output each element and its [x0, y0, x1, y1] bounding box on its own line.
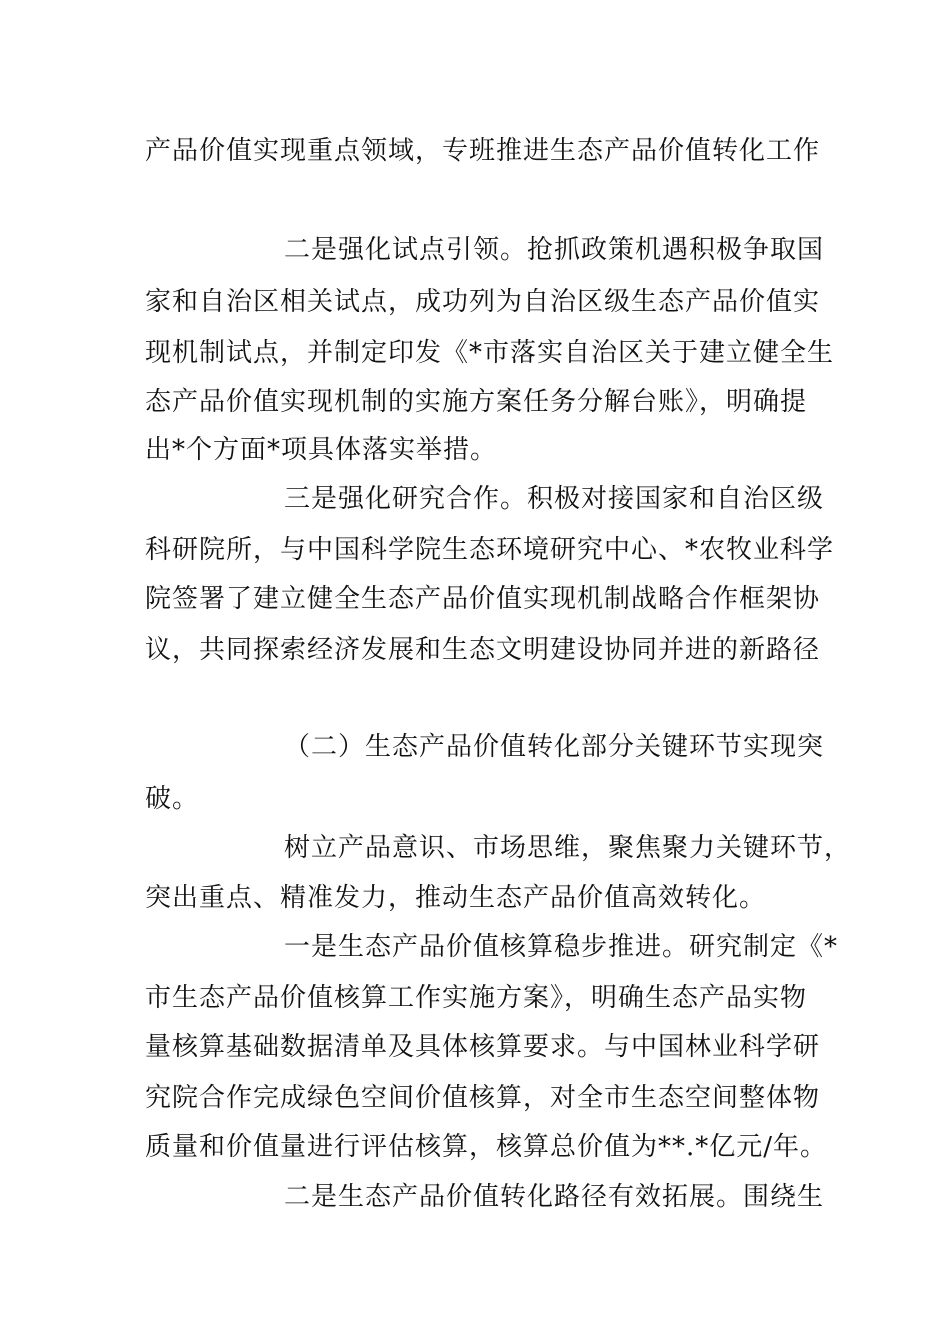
- text-line: 现机制试点，并制定印发《*市落实自治区关于建立健全生: [145, 338, 835, 368]
- text-line: 量核算基础数据清单及具体核算要求。与中国林业科学研: [145, 1032, 821, 1062]
- paragraph-heading-line: 一是生态产品价值核算稳步推进。研究制定《*: [284, 932, 839, 962]
- text-line: 市生态产品价值核算工作实施方案》，明确生态产品实物: [145, 983, 808, 1013]
- paragraph-heading-line: 二是强化试点引领。抢抓政策机遇积极争取国: [284, 235, 825, 265]
- text-line: 突出重点、精准发力，推动生态产品价值高效转化。: [145, 883, 767, 913]
- text-line: 院签署了建立健全生态产品价值实现机制战略合作框架协: [145, 584, 821, 614]
- text-line: 议，共同探索经济发展和生态文明建设协同并进的新路径: [145, 635, 821, 665]
- paragraph-heading-line: 三是强化研究合作。积极对接国家和自治区级: [284, 484, 825, 514]
- text-line: 产品价值实现重点领域，专班推进生态产品价值转化工作: [145, 136, 821, 166]
- paragraph-heading-line: 二是生态产品价值转化路径有效拓展。围绕生: [284, 1182, 825, 1212]
- paragraph-start-line: 树立产品意识、市场思维，聚焦聚力关键环节，: [284, 833, 852, 863]
- text-line: 出*个方面*项具体落实举措。: [145, 435, 498, 465]
- text-line: 态产品价值实现机制的实施方案任务分解台账》，明确提: [145, 387, 808, 417]
- text-line: 家和自治区相关试点，成功列为自治区级生态产品价值实: [145, 287, 821, 317]
- text-line: 科研院所，与中国科学院生态环境研究中心、*农牧业科学: [145, 535, 835, 565]
- section-heading-line: （二）生态产品价值转化部分关键环节实现突: [284, 732, 825, 762]
- section-heading-line: 破。: [145, 784, 200, 814]
- text-line: 究院合作完成绿色空间价值核算，对全市生态空间整体物: [145, 1083, 821, 1113]
- text-line: 质量和价值量进行评估核算，核算总价值为**.*亿元/年。: [145, 1132, 828, 1162]
